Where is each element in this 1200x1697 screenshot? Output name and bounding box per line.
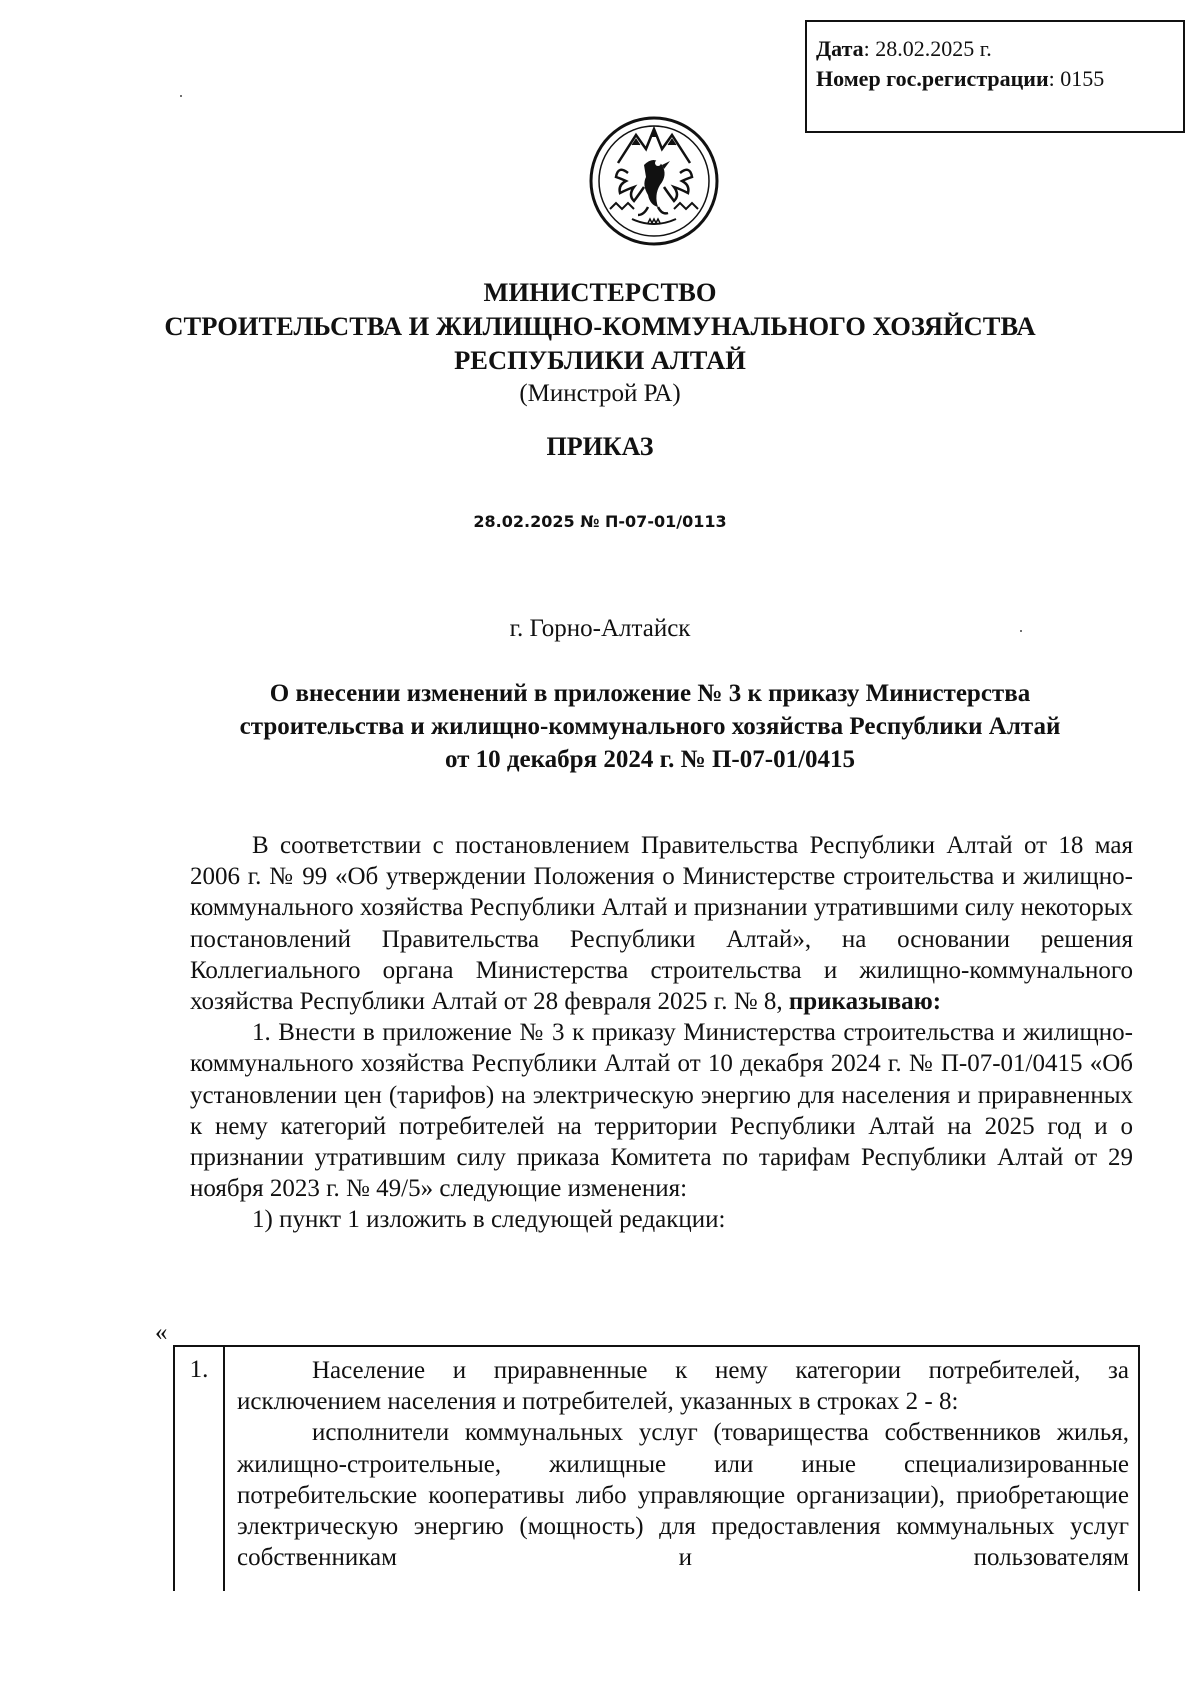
subject-line-1: О внесении изменений в приложение № 3 к приказу Министерства (269, 680, 1031, 707)
item-1-subitem: 1) пункт 1 изложить в следующей редакции: (252, 1206, 726, 1234)
order-body (190, 830, 1133, 1236)
registration-date: Дата: 28.02.2025 г. (816, 36, 992, 61)
registration-number: Номер гос.регистрации: 0155 (816, 66, 1105, 91)
ministry-abbreviation: (Минстрой РА) (519, 380, 681, 407)
opening-quote: « (155, 1319, 168, 1346)
ministry-line-3: РЕСПУБЛИКИ АЛТАЙ (454, 345, 746, 375)
table-paragraph-2: исполнители коммунальных услуг (товарищества собственников жилья, жилищно-строительные, жилищные или иные специализированные потребительские кооперативы либо управляющие организации), приобретающие электрическую энергию (мощность) для предоставления коммунальных услуг собственникам и пользователям (237, 1419, 1129, 1572)
scan-speck (180, 95, 182, 97)
document-type: ПРИКАЗ (546, 432, 654, 461)
tariff-table (173, 1345, 1140, 1591)
table-row-description (237, 1355, 1129, 1573)
republic-of-altai-coat-of-arms-icon (588, 115, 720, 247)
registration-box (805, 20, 1185, 133)
ministry-line-2: СТРОИТЕЛЬСТВА И ЖИЛИЩНО-КОММУНАЛЬНОГО ХОЗЯЙСТВА (164, 311, 1036, 341)
ministry-name (0, 275, 1200, 377)
order-subject (160, 677, 1140, 776)
subject-line-2: строительства и жилищно-коммунального хозяйства Республики Алтай (239, 713, 1061, 740)
city: г. Горно-Алтайск (509, 615, 691, 642)
table-row-number: 1. (175, 1347, 225, 1591)
preamble-paragraph: В соответствии с постановлением Правительства Республики Алтай от 18 мая 2006 г. № 99 «Об утверждении Положения о Министерстве строительства и жилищно-коммунального хозяйства Республики Алтай и признании утратившими силу некоторых постановлений Правительства Республики Алтай», на основании решения Коллегиального органа Министерства строительства и жилищно-коммунального хозяйства Республики Алтай от 28 февраля 2025 г. № 8, приказываю: (190, 832, 1133, 1016)
order-date-number: 28.02.2025 № П-07-01/0113 (473, 512, 727, 531)
decree-word: приказываю: (788, 988, 942, 1016)
item-1-paragraph: 1. Внести в приложение № 3 к приказу Министерства строительства и жилищно-коммунального хозяйства Республики Алтай от 10 декабря 2024 г. № П-07-01/0415 «Об установлении цен (тарифов) на электрическую энергию для населения и приравненных к нему категорий потребителей на территории Республики Алтай на 2025 год и о признании утратившим силу приказа Комитета по тарифам Республики Алтай от 29 ноября 2023 г. № 49/5» следующие изменения: (190, 1019, 1133, 1203)
subject-line-3: от 10 декабря 2024 г. № П-07-01/0415 (444, 746, 856, 773)
ministry-line-1: МИНИСТЕРСТВО (483, 277, 717, 307)
table-paragraph-1: Население и приравненные к нему категории потребителей, за исключением населения и потребителей, указанных в строках 2 - 8: (237, 1357, 1129, 1416)
